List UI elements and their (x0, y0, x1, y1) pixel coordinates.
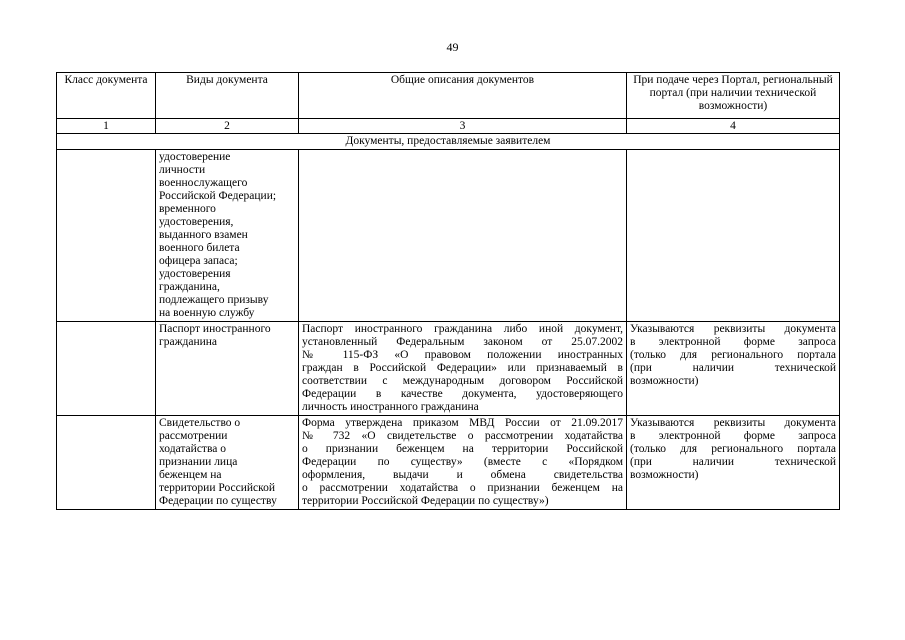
text-line: удостоверения, (159, 216, 234, 228)
text-line: в электронной форме запроса (630, 430, 836, 442)
portal-cell (627, 416, 840, 510)
text-line: выданного взамен (159, 229, 248, 241)
header-row (57, 73, 840, 119)
text-line: Свидетельство о (159, 417, 241, 429)
text-line: Федерации по существу» (вместе с «Порядком (302, 456, 623, 468)
text-line: подлежащего призыву (159, 294, 269, 306)
table-row (57, 322, 840, 416)
text-line: на военную службу (159, 307, 255, 319)
text-line: (при наличии технической (630, 362, 836, 374)
text-line: ходатайства о (159, 443, 226, 455)
text-line: территории Российской Федерации по существу») (302, 495, 549, 507)
text-line: беженцем на (159, 469, 222, 481)
portal-cell (627, 322, 840, 416)
section-title: Документы, предоставляемые заявителем (57, 134, 840, 150)
doc-description-cell (299, 416, 627, 510)
text-line: установленный Федеральным законом от 25.07.2002 (302, 336, 623, 348)
column-number: 3 (299, 119, 627, 134)
text-line: (только для регионального портала (630, 443, 836, 455)
column-number: 4 (627, 119, 840, 134)
text-line: личность иностранного гражданина (302, 401, 479, 413)
column-number-row (57, 119, 840, 134)
text-line: (при наличии технической (630, 456, 836, 468)
text-line: военного билета (159, 242, 240, 254)
doc-class-cell (57, 416, 156, 510)
text-line: территории Российской (159, 482, 276, 494)
text-line: Паспорт иностранного (159, 323, 271, 335)
text-line: удостоверения (159, 268, 231, 280)
text-line: № 115-ФЗ «О правовом положении иностранных (302, 349, 623, 361)
text-line: Российской Федерации; (159, 190, 277, 202)
documents-table (56, 72, 840, 510)
doc-kind-cell (156, 416, 299, 510)
text-line: (только для регионального портала (630, 349, 836, 361)
portal-cell (627, 150, 840, 322)
text-line: признании лица (159, 456, 238, 468)
text-line: в электронной форме запроса (630, 336, 836, 348)
text-line: личности (159, 164, 206, 176)
text-line: Паспорт иностранного гражданина либо иной документ, (302, 323, 623, 335)
header-doc-kinds: Виды документа (156, 73, 299, 119)
text-line: рассмотрении (159, 430, 228, 442)
header-doc-class: Класс документа (57, 73, 156, 119)
doc-class-cell (57, 150, 156, 322)
text-line: военнослужащего (159, 177, 248, 189)
doc-description-cell (299, 150, 627, 322)
text-line: № 732 «О свидетельстве о рассмотрении ходатайства (302, 430, 623, 442)
text-line: удостоверение (159, 151, 231, 163)
header-portal-submission: При подаче через Портал, региональный портал (при наличии технической возможности) (627, 73, 840, 119)
section-row (57, 134, 840, 150)
header-doc-descriptions: Общие описания документов (299, 73, 627, 119)
table-row (57, 150, 840, 322)
text-line: гражданина, (159, 281, 220, 293)
text-line: Федерации в качестве документа, удостоверяющего (302, 388, 623, 400)
text-line: временного (159, 203, 216, 215)
page-number: 49 (446, 40, 459, 54)
text-line: Федерации по существу (159, 495, 277, 507)
text-line: соответствии с международным договором Российской (302, 375, 623, 387)
text-line: возможности) (630, 375, 699, 387)
text-line: о признании беженцем на территории Российской (302, 443, 623, 455)
table-row (57, 416, 840, 510)
doc-description-cell (299, 322, 627, 416)
text-line: оформления, выдачи и обмена свидетельства (302, 469, 623, 481)
text-line: возможности) (630, 469, 699, 481)
text-line: Указываются реквизиты документа (630, 417, 836, 429)
column-number: 2 (156, 119, 299, 134)
doc-class-cell (57, 322, 156, 416)
text-line: офицера запаса; (159, 255, 238, 267)
text-line: граждан в Российской Федерации» или признаваемый в (302, 362, 623, 374)
text-line: Форма утверждена приказом МВД России от 21.09.2017 (302, 417, 623, 429)
column-number: 1 (57, 119, 156, 134)
text-line: Указываются реквизиты документа (630, 323, 836, 335)
text-line: о рассмотрении ходатайства о признании беженцем на (302, 482, 623, 494)
doc-kind-cell (156, 150, 299, 322)
text-line: гражданина (159, 336, 218, 348)
doc-kind-cell (156, 322, 299, 416)
